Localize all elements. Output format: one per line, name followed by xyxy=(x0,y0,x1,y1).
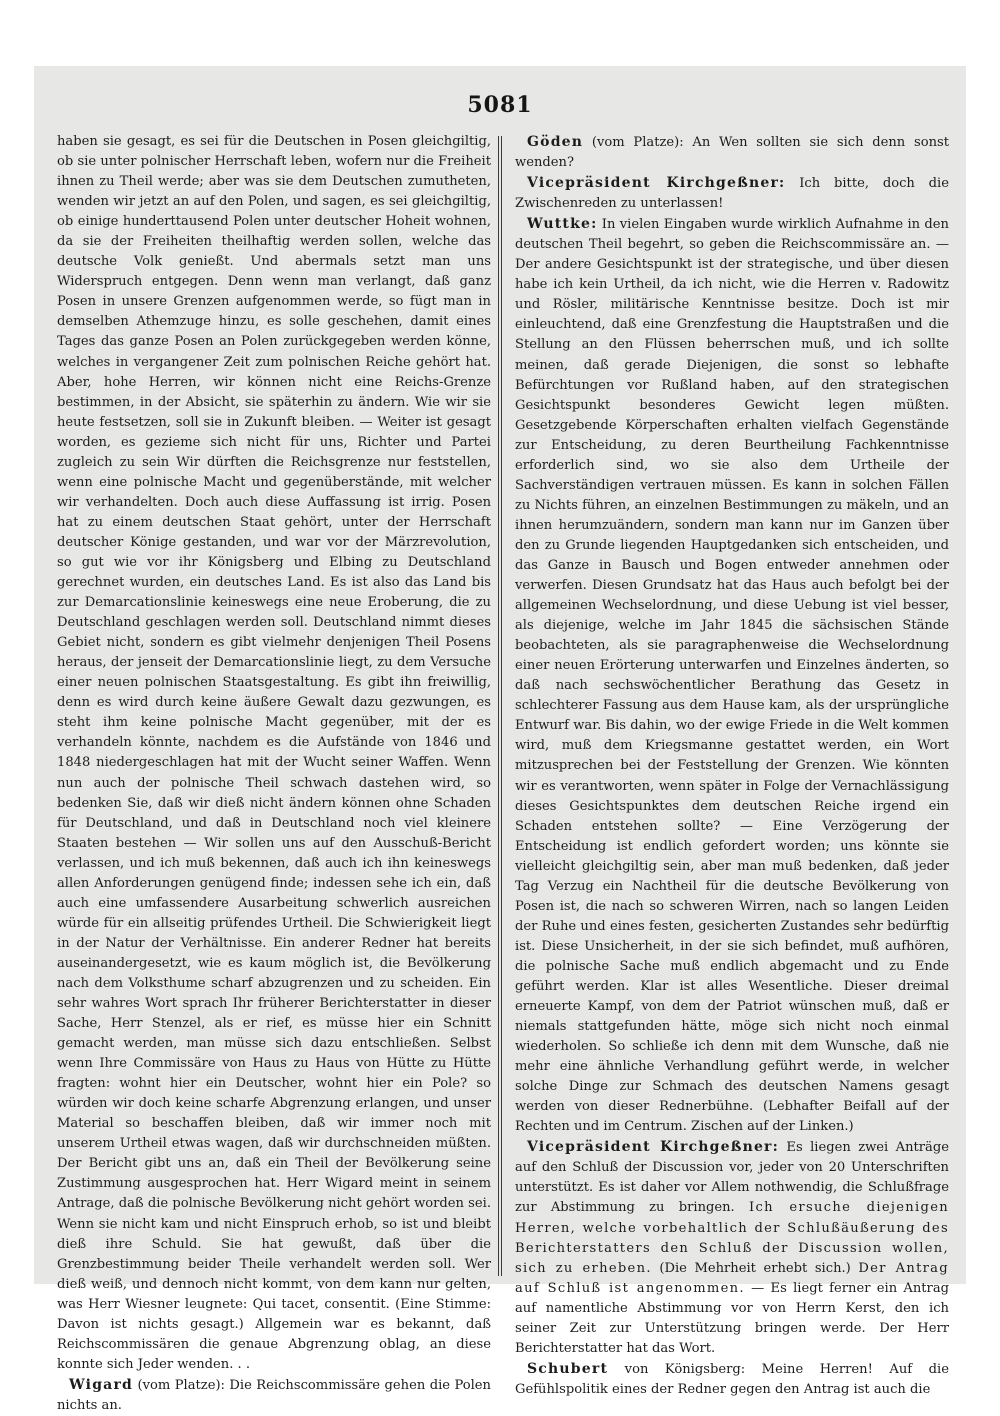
speech-text: In vielen Eingaben wurde wirklich Aufnahme in den deutschen Theil begehrt, so geben die Reichscommissäre an. — Der andere Gesichtspunkt ist der strategische, und über diesen habe ich kein Urtheil, da ich nicht, wie die Herren v. Radowitz und Rösler, militärische Kenntnisse besitze. Doch ist mir einleuchtend, daß eine Grenzfestung die Hauptstraßen und die Stellung an den Flüssen beherrschen muß, und ich sollte meinen, daß gerade Diejenigen, die sonst so lebhafte Befürchtungen vor Rußland haben, auf den strategischen Gesichtspunkt besonderes Gewicht legen müßten. Gesetzgebende Körperschaften erhalten vielfach Gegenstände zur Entscheidung, zu deren Beurtheilung Fachkenntnisse erforderlich sind, wo sie also dem Urtheile der Sachverständigen vertrauen müssen. Es kann in solchen Fällen zu Nichts führen, an einzelnen Bestimmungen zu mäkeln, und an ihnen herumzuändern, sondern man kann nur im Ganzen über den zu Grunde liegenden Hauptgedanken sich entscheiden, und das Ganze in Bausch und Bogen entweder annehmen oder verwerfen. Diesen Grundsatz hat das Haus auch befolgt bei der allgemeinen Wechselordnung, und diese Uebung ist viel besser, als diejenige, welche im Jahr 1845 die sächsischen Stände beobachteten, als sie paragraphenweise die Wechselordnung einer neuen Erörterung unterwarfen und Einzelnes änderten, so daß nach sechswöchentlicher Berathung das Gesetz in schlechterer Fassung aus dem Hause kam, als der ursprüngliche Entwurf war. Bis dahin, wo der ewige Friede in die Welt kommen wird, muß dem Kriegsmanne gestattet werden, ein Wort mitzusprechen bei der Feststellung der Grenzen. Wie könnten wir es verantworten, wenn später in Folge der Vernachlässigung dieses Gesichtspunktes dem deutschen Reiche irgend ein Schaden entstehen sollte? — Eine Verzögerung der Entscheidung ist endlich gefordert worden; uns könnte sie vielleicht gleichgiltig sein, aber man muß bedenken, daß jeder Tag Verzug ein Nachtheil für die deutsche Bevölkerung von Posen ist, die nach so schweren Wirren, nach so langen Leiden der Ruhe und eines festen, gesicherten Zustandes sehr bedürftig ist. Diese Unsicherheit, in der sie sich befindet, muß aufhören, die polnische Sache muß endlich abgemacht und zu Ende geführt werden. Klar ist alles Wesentliche. Dieser dreimal erneuerte Kampf, von dem der Patriot wünschen muß, daß er niemals stattgefunden hätte, möge sich nicht noch einmal wiederholen. So schließe ich denn mit dem Wunsche, daß nie mehr eine ähnliche Verhandlung geführt werde, in welcher solche Dinge zur Schmach des deutschen Namens gesagt werden von dieser Rednerbühne. (Lebhafter Beifall auf der Rechten und im Centrum. Zischen auf der Linken.) xyxy=(515,217,949,1135)
speech-text: Ich bitte, doch die Zwischenreden zu unterlassen! xyxy=(515,176,949,212)
speech-text-spaced: Der Antrag auf Schluß ist angenommen. xyxy=(515,1260,949,1296)
speaker-name: Wuttke: xyxy=(527,216,598,233)
speech-schubert xyxy=(515,1359,949,1400)
speaker-name: Vicepräsident Kirchgeßner: xyxy=(527,1139,779,1156)
speech-text: von Königsberg: Meine Herren! Auf die Gefühlspolitik eines der Redner gegen den Antrag ist auch die xyxy=(515,1361,949,1397)
paragraph xyxy=(57,132,491,1375)
speech-text: (vom Platze): An Wen sollten sie sich denn sonst wenden? xyxy=(515,135,949,171)
speech-text: — Es liegt ferner ein Antrag auf namentliche Abstimmung vor von Herrn Kerst, den ich seiner Zeit zur Unterstützung bringen werde. Der Herr Berichterstatter hat das Wort. xyxy=(515,1280,950,1356)
speech-text-spaced: Ich ersuche diejenigen Herren, welche vorbehaltlich der Schlußäußerung des Berichterstatters den Schluß der Discussion wollen, sich zu erheben. xyxy=(515,1200,949,1276)
column-divider xyxy=(498,136,499,1276)
speech-wigard xyxy=(57,1375,491,1416)
speech-vicepresident xyxy=(515,1137,949,1359)
speaker-name: Vicepräsident Kirchgeßner: xyxy=(527,175,786,192)
paragraph-text: haben sie gesagt, es sei für die Deutschen in Posen gleichgiltig, ob sie unter polnischer Herrschaft leben, wofern nur die Freiheit ihnen zu Theil werde; aber was sie dem Deutschen zumutheten, wenden wir jetzt an auf den Polen, und sagen, es sei gleichgiltig, ob einige hunderttausend Polen unter deutscher Hoheit wohnen, da sie der Freiheiten theilhaftig werden sollen, welche das deutsche Volk genießt. Und abermals setzt man uns Widerspruch entgegen. Denn wenn man verlangt, daß ganz Posen in unsere Grenzen aufgenommen werde, so fügt man in demselben Athemzuge hinzu, es solle geschehen, damit eines Tages das ganze Posen an Polen zurückgegeben werden könne, welches in vergangener Zeit zum polnischen Reiche gehört hat. Aber, hohe Herren, wir können nicht eine Reichs-Grenze bestimmen, in der Absicht, sie späterhin zu ändern. Wie wir sie heute festsetzen, soll sie in Zukunft bleiben. — Weiter ist gesagt worden, es gezieme sich nicht für uns, Richter und Partei zugleich zu sein Wir dürften die Reichsgrenze nur feststellen, wenn eine polnische Macht und gegenüberstände, mit welcher wir verhandelten. Doch auch diese Auffassung ist irrig. Posen hat zu einem deutschen Staat gehört, unter der Herrschaft deutscher Könige gestanden, und war vor der Märzrevolution, so gut wie vor ihr Königsberg und Elbing zu Deutschland gerechnet wurden, ein deutsches Land. Es ist also das Land bis zur Demarcationslinie keineswegs eine neue Eroberung, die zu Deutschland geschlagen werden soll. Deutschland nimmt dieses Gebiet nicht, sondern es gibt vielmehr denjenigen Theil Posens heraus, der jenseit der Demarcationslinie liegt, zu dem Versuche einer neuen polnischen Staatsgestaltung. Es gibt ihn freiwillig, denn es wird durch keine äußere Gewalt dazu gezwungen, es steht ihm keine polnische Macht gegenüber, mit der es verhandeln könnte, nachdem es die Aufstände von 1846 und 1848 niedergeschlagen hat mit der Wucht seiner Waffen. Wenn nun auch der polnische Theil schwach dastehen wird, so bedenken Sie, daß wir dieß nicht ändern können ohne Schaden für Deutschland, und daß in Deutschland noch viel kleinere Staaten bestehen — Wir sollen uns auf den Ausschuß-Bericht verlassen, und ich muß bekennen, daß auch ich ihn keineswegs allen Anforderungen genügend finde; indessen sehe ich ein, daß auch eine umfassendere Ausarbeitung schwerlich ausreichen würde für ein allseitig prüfendes Urtheil. Die Schwierigkeit liegt in der Natur der Verhältnisse. Ein anderer Redner hat bereits auseinandergesetzt, wie es kaum möglich ist, die Bevölkerung nach dem Volksthume scharf abzugrenzen und zu scheiden. Ein sehr wahres Wort sprach Ihr früherer Berichterstatter in dieser Sache, Herr Stenzel, als er rief, es müsse hier ein Schnitt gemacht werden, man müsse sich dazu entschließen. Selbst wenn Ihre Commissäre von Haus zu Haus von Hütte zu Hütte fragten: wohnt hier ein Deutscher, wohnt hier ein Pole? so würden wir doch keine scharfe Abgrenzung erlangen, und unser Material so beschaffen bleiben, daß wir immer noch mit unserem Urtheil etwas wagen, daß wir durchschneiden müßten. Der Bericht gibt uns an, daß ein Theil der Bevölkerung seine Zustimmung ausgesprochen hat. Herr Wigard meint in seinem Antrage, daß die polnische Bevölkerung nicht gehört worden sei. Wenn sie nicht kam und nicht Einspruch erhob, so ist und bleibt dieß ihre Schuld. Sie hat gewußt, daß über die Grenzbestimmung beider Theile verhandelt werden soll. Wer dieß weiß, und dennoch nicht kommt, von dem kann nur gelten, was Herr Wiesner leugnete: Qui tacet, consentit. (Eine Stimme: Davon ist nichts gesagt.) Allgemein war es bekannt, daß Reichscommissären die genaue Abgrenzung oblag, an diese konnte sich Jeder wenden. . . xyxy=(57,134,491,1372)
newspaper-page xyxy=(34,66,966,1413)
speech-text: (Die Mehrheit erhebt sich.) xyxy=(651,1260,859,1276)
speech-wuttke xyxy=(515,214,949,1137)
speech-vicepresident xyxy=(515,173,949,214)
speech-goeden xyxy=(515,132,949,173)
speaker-name: Göden xyxy=(527,134,584,150)
speech-text: (vom Platze): Die Reichscommissäre gehen die Polen nichts an. xyxy=(57,1377,491,1413)
speech-text: Es liegen zwei Anträge auf den Schluß der Discussion vor, jeder von 20 Unterschriften unterstützt. Es ist daher vor Allem nothwendig, die Schlußfrage zur Abstimmung zu bringen. xyxy=(515,1140,949,1216)
column-divider xyxy=(501,136,502,1276)
speaker-name: Schubert xyxy=(527,1360,609,1377)
page-number: 5081 xyxy=(467,92,533,118)
right-column xyxy=(515,132,950,1397)
speaker-name: Wigard xyxy=(69,1376,134,1393)
left-column xyxy=(57,132,491,1413)
